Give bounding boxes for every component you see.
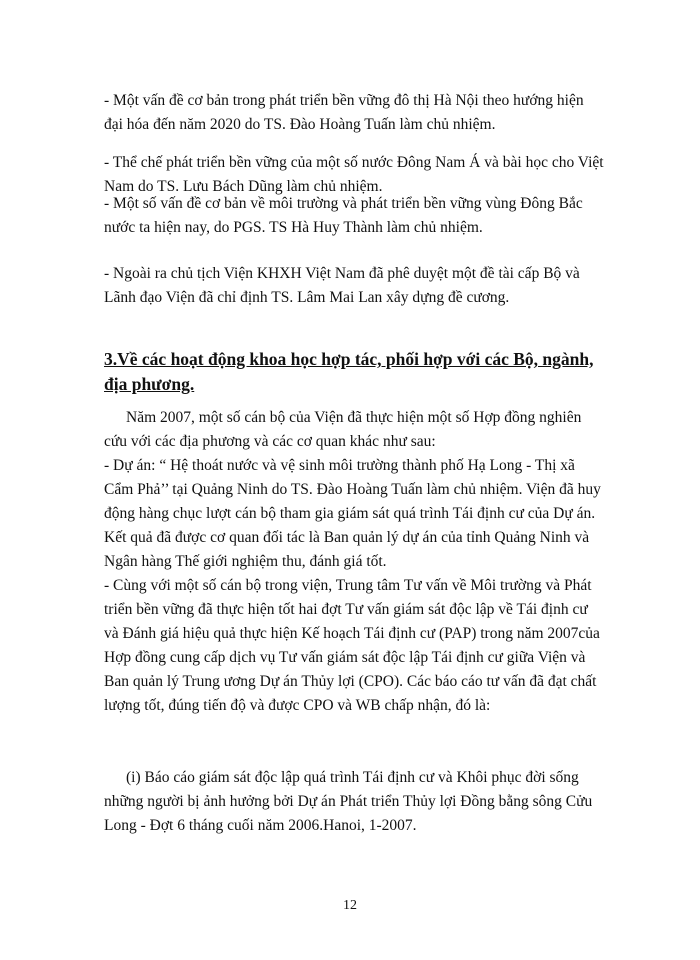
project-paragraph: - Dự án: “ Hệ thoát nước và vệ sinh môi trường thành phố Hạ Long - Thị xã Cẩm Phả’’ tại Quảng Ninh do TS. Đào Hoàng Tuấn làm chủ nhiệm. Viện đã huy động hàng chục lượt cán bộ tham gia giám sát quá trình Tái định cư của Dự án. Kết quả đã được cơ quan đối tác là Ban quản lý dự án của tỉnh Quảng Ninh và Ngân hàng Thế giới nghiệm thu, đánh giá tốt.	[104, 457, 601, 570]
paragraph-northeast: - Một số vấn đề cơ bản về môi trường và phát triển bền vững vùng Đông Bắc nước ta hiện nay, do PGS. TS Hà Huy Thành làm chủ nhiệm.	[104, 195, 583, 236]
paragraph-urban-hanoi: - Một vấn đề cơ bản trong phát triển bền vững đô thị Hà Nội theo hướng hiện đại hóa đến năm 2020 do TS. Đào Hoàng Tuấn làm chủ nhiệm.	[104, 92, 584, 133]
paragraph-southeast-asia: - Thể chế phát triển bền vững của một số nước Đông Nam Á và bài học cho Việt Nam do TS. Lưu Bách Dũng làm chủ nhiệm.	[104, 154, 604, 195]
consulting-paragraph: - Cùng với một số cán bộ trong viện, Trung tâm Tư vấn về Môi trường và Phát triển bền vững đã thực hiện tốt hai đợt Tư vấn giám sát độc lập về Tái định cư và Đánh giá hiệu quả thực hiện Kế hoạch Tái định cư (PAP) trong năm 2007của Hợp đồng cung cấp dịch vụ Tư vấn giám sát độc lập Tái định cư giữa Viện và Ban quản lý Trung ương Dự án Thủy lợi (CPO). Các báo cáo tư vấn đã đạt chất lượng tốt, đúng tiến độ và được CPO và WB chấp nhận, đó là:	[104, 577, 600, 714]
paragraph-ministry-topic: - Ngoài ra chủ tịch Viện KHXH Việt Nam đã phê duyệt một đề tài cấp Bộ và Lãnh đạo Viện đã chỉ định TS. Lâm Mai Lan xây dựng đề cương.	[104, 265, 580, 306]
section-heading: 3.Về các hoạt động khoa học hợp tác, phối hợp với các Bộ, ngành, địa phương.	[104, 349, 594, 394]
report-item: (i) Báo cáo giám sát độc lập quá trình Tái định cư và Khôi phục đời sống những người bị ảnh hưởng bởi Dự án Phát triển Thủy lợi Đồng bằng sông Cửu Long - Đợt 6 tháng cuối năm 2006.Hanoi, 1-2007.	[104, 769, 593, 834]
page-number: 12	[343, 898, 357, 913]
intro-paragraph: Năm 2007, một số cán bộ của Viện đã thực hiện một số Hợp đồng nghiên cứu với các địa phương và các cơ quan khác như sau:	[104, 409, 582, 450]
